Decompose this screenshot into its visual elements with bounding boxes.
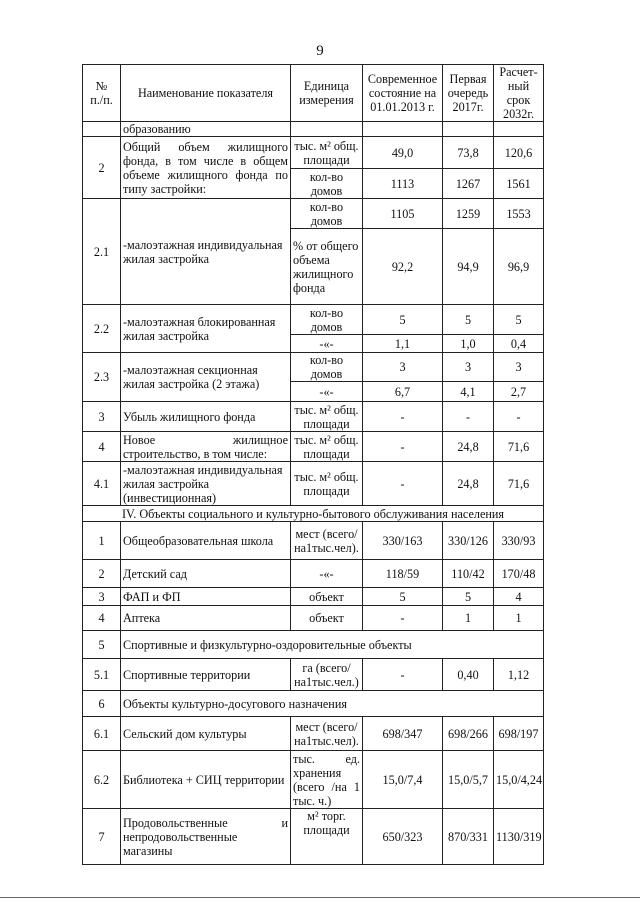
row-name: Библиотека + СИЦ территории <box>121 751 291 809</box>
value-calc: 330/93 <box>494 522 544 560</box>
header-calc: Расчет- ный срок 2032г. <box>494 65 544 122</box>
row-name: Общеобразовательная школа <box>121 522 291 560</box>
value-first: 3 <box>443 353 494 382</box>
table-row <box>83 659 544 691</box>
row-name: ФАП и ФП <box>121 588 291 606</box>
value-current: 5 <box>363 305 443 335</box>
table-row <box>83 522 544 560</box>
value-first: 698/266 <box>443 717 494 751</box>
value-calc: 1130/319 <box>494 809 544 865</box>
value-calc: 170/48 <box>494 560 544 588</box>
row-num: 2.2 <box>83 305 121 353</box>
value-first: 73,8 <box>443 137 494 169</box>
value-calc: 1 <box>494 606 544 631</box>
value-current: 92,2 <box>363 229 443 305</box>
page-bottom-edge <box>0 897 640 898</box>
value-current: 118/59 <box>363 560 443 588</box>
value-calc: 96,9 <box>494 229 544 305</box>
row-name: -малоэтажная индивидуальная жилая застройка (инвестиционная) <box>121 462 291 506</box>
row-unit: -«- <box>291 335 363 353</box>
table-row <box>83 751 544 809</box>
value-first: 110/42 <box>443 560 494 588</box>
value-calc: 15,0/4,24 <box>494 751 544 809</box>
value-first: 24,8 <box>443 432 494 462</box>
row-name: Объекты культурно-досугового назначения <box>121 691 544 717</box>
row-unit: тыс. м² общ. площади <box>291 432 363 462</box>
row-unit: кол-во домов <box>291 305 363 335</box>
value-first: 1 <box>443 606 494 631</box>
row-unit: объект <box>291 606 363 631</box>
value-current: 3 <box>363 353 443 382</box>
row-num: 6.1 <box>83 717 121 751</box>
value-calc: 3 <box>494 353 544 382</box>
row-name: Спортивные территории <box>121 659 291 691</box>
row-name: Сельский дом культуры <box>121 717 291 751</box>
table-row <box>83 432 544 462</box>
row-num: 5.1 <box>83 659 121 691</box>
row-num: 3 <box>83 402 121 432</box>
value-first: 5 <box>443 588 494 606</box>
section-heading-row <box>83 506 544 522</box>
table-row <box>83 606 544 631</box>
row-num: 2.1 <box>83 199 121 305</box>
value-first: 870/331 <box>443 809 494 865</box>
section-title: IV. Объекты социального и культурно-бытового обслуживания населения <box>83 506 544 522</box>
value-calc: 71,6 <box>494 432 544 462</box>
value-current: - <box>363 462 443 506</box>
value-first: 5 <box>443 305 494 335</box>
value-first: 1267 <box>443 169 494 199</box>
table-row <box>83 402 544 432</box>
table-row <box>83 809 544 865</box>
row-name: Спортивные и физкультурно-оздоровительные объекты <box>121 631 544 659</box>
row-unit: м² торг. площади <box>291 809 363 865</box>
table-row <box>83 199 544 229</box>
row-name: Аптека <box>121 606 291 631</box>
row-num: 2.3 <box>83 353 121 402</box>
value-current: 330/163 <box>363 522 443 560</box>
row-num: 6.2 <box>83 751 121 809</box>
value-current: 1105 <box>363 199 443 229</box>
header-name: Наименование показателя <box>121 65 291 122</box>
row-unit: мест (всего/ на1тыс.чел). <box>291 717 363 751</box>
table-row <box>83 353 544 382</box>
row-name: -малоэтажная блокированная жилая застройка <box>121 305 291 353</box>
row-unit: кол-во домов <box>291 169 363 199</box>
table-row <box>83 305 544 335</box>
row-num: 5 <box>83 631 121 659</box>
row-num: 7 <box>83 809 121 865</box>
header-unit: Единица измерения <box>291 65 363 122</box>
value-current: - <box>363 402 443 432</box>
row-name: Детский сад <box>121 560 291 588</box>
value-first: 0,40 <box>443 659 494 691</box>
value-current: 6,7 <box>363 382 443 402</box>
value-current: 49,0 <box>363 137 443 169</box>
value-first: 4,1 <box>443 382 494 402</box>
row-num: 2 <box>83 560 121 588</box>
row-unit: тыс. м² общ. площади <box>291 402 363 432</box>
table-row <box>83 631 544 659</box>
header-first: Первая очередь 2017г. <box>443 65 494 122</box>
table-row <box>83 462 544 506</box>
value-calc: 1,12 <box>494 659 544 691</box>
row-unit: кол-во домов <box>291 199 363 229</box>
value-calc: 0,4 <box>494 335 544 353</box>
value-current: 15,0/7,4 <box>363 751 443 809</box>
row-unit: тыс. м² общ. площади <box>291 137 363 169</box>
value-first: - <box>443 402 494 432</box>
value-first: 94,9 <box>443 229 494 305</box>
row-unit: -«- <box>291 382 363 402</box>
indicators-table <box>82 64 544 865</box>
row-num: 1 <box>83 522 121 560</box>
row-name: Убыль жилищного фонда <box>121 402 291 432</box>
row-unit: кол-во домов <box>291 353 363 382</box>
header-num: № п./п. <box>83 65 121 122</box>
row-name: образованию <box>121 122 291 137</box>
value-calc: 698/197 <box>494 717 544 751</box>
row-name: -малоэтажная секционная жилая застройка (2 этажа) <box>121 353 291 402</box>
value-calc: 1561 <box>494 169 544 199</box>
row-unit: -«- <box>291 560 363 588</box>
table-row <box>83 137 544 169</box>
value-first: 1,0 <box>443 335 494 353</box>
value-first: 24,8 <box>443 462 494 506</box>
value-current: - <box>363 606 443 631</box>
table-row <box>83 560 544 588</box>
value-first: 15,0/5,7 <box>443 751 494 809</box>
row-name: Продовольственные и непродовольственные магазины <box>121 809 291 865</box>
row-unit: объект <box>291 588 363 606</box>
table-row <box>83 691 544 717</box>
row-num: 4 <box>83 432 121 462</box>
value-current: 5 <box>363 588 443 606</box>
row-unit: % от общего объема жилищного фонда <box>291 229 363 305</box>
row-num: 4.1 <box>83 462 121 506</box>
value-calc: 71,6 <box>494 462 544 506</box>
row-num: 3 <box>83 588 121 606</box>
row-unit: мест (всего/ на1тыс.чел). <box>291 522 363 560</box>
value-calc: 1553 <box>494 199 544 229</box>
table-row <box>83 122 544 137</box>
table-header <box>83 65 544 122</box>
row-name: Новое жилищное строительство, в том числе: <box>121 432 291 462</box>
value-current: 1,1 <box>363 335 443 353</box>
value-current: - <box>363 432 443 462</box>
row-unit: га (всего/ на1тыс.чел.) <box>291 659 363 691</box>
table-row <box>83 717 544 751</box>
value-current: 698/347 <box>363 717 443 751</box>
value-calc: 120,6 <box>494 137 544 169</box>
row-unit: тыс. м² общ. площади <box>291 462 363 506</box>
value-calc: 2,7 <box>494 382 544 402</box>
page-number: 9 <box>316 43 324 59</box>
value-first: 1259 <box>443 199 494 229</box>
table-row <box>83 588 544 606</box>
header-current: Современное состояние на 01.01.2013 г. <box>363 65 443 122</box>
row-name: Общий объем жилищного фонда, в том числе в общем объеме жилищного фонда по типу застройки: <box>121 137 291 199</box>
value-current: - <box>363 659 443 691</box>
row-unit: тыс. ед. хранения (всего /на 1 тыс. ч.) <box>291 751 363 809</box>
row-name: -малоэтажная индивидуальная жилая застройка <box>121 199 291 305</box>
value-calc: 4 <box>494 588 544 606</box>
row-num: 4 <box>83 606 121 631</box>
value-current: 1113 <box>363 169 443 199</box>
value-calc: 5 <box>494 305 544 335</box>
value-calc: - <box>494 402 544 432</box>
value-current: 650/323 <box>363 809 443 865</box>
row-num: 2 <box>83 137 121 199</box>
value-first: 330/126 <box>443 522 494 560</box>
row-num: 6 <box>83 691 121 717</box>
